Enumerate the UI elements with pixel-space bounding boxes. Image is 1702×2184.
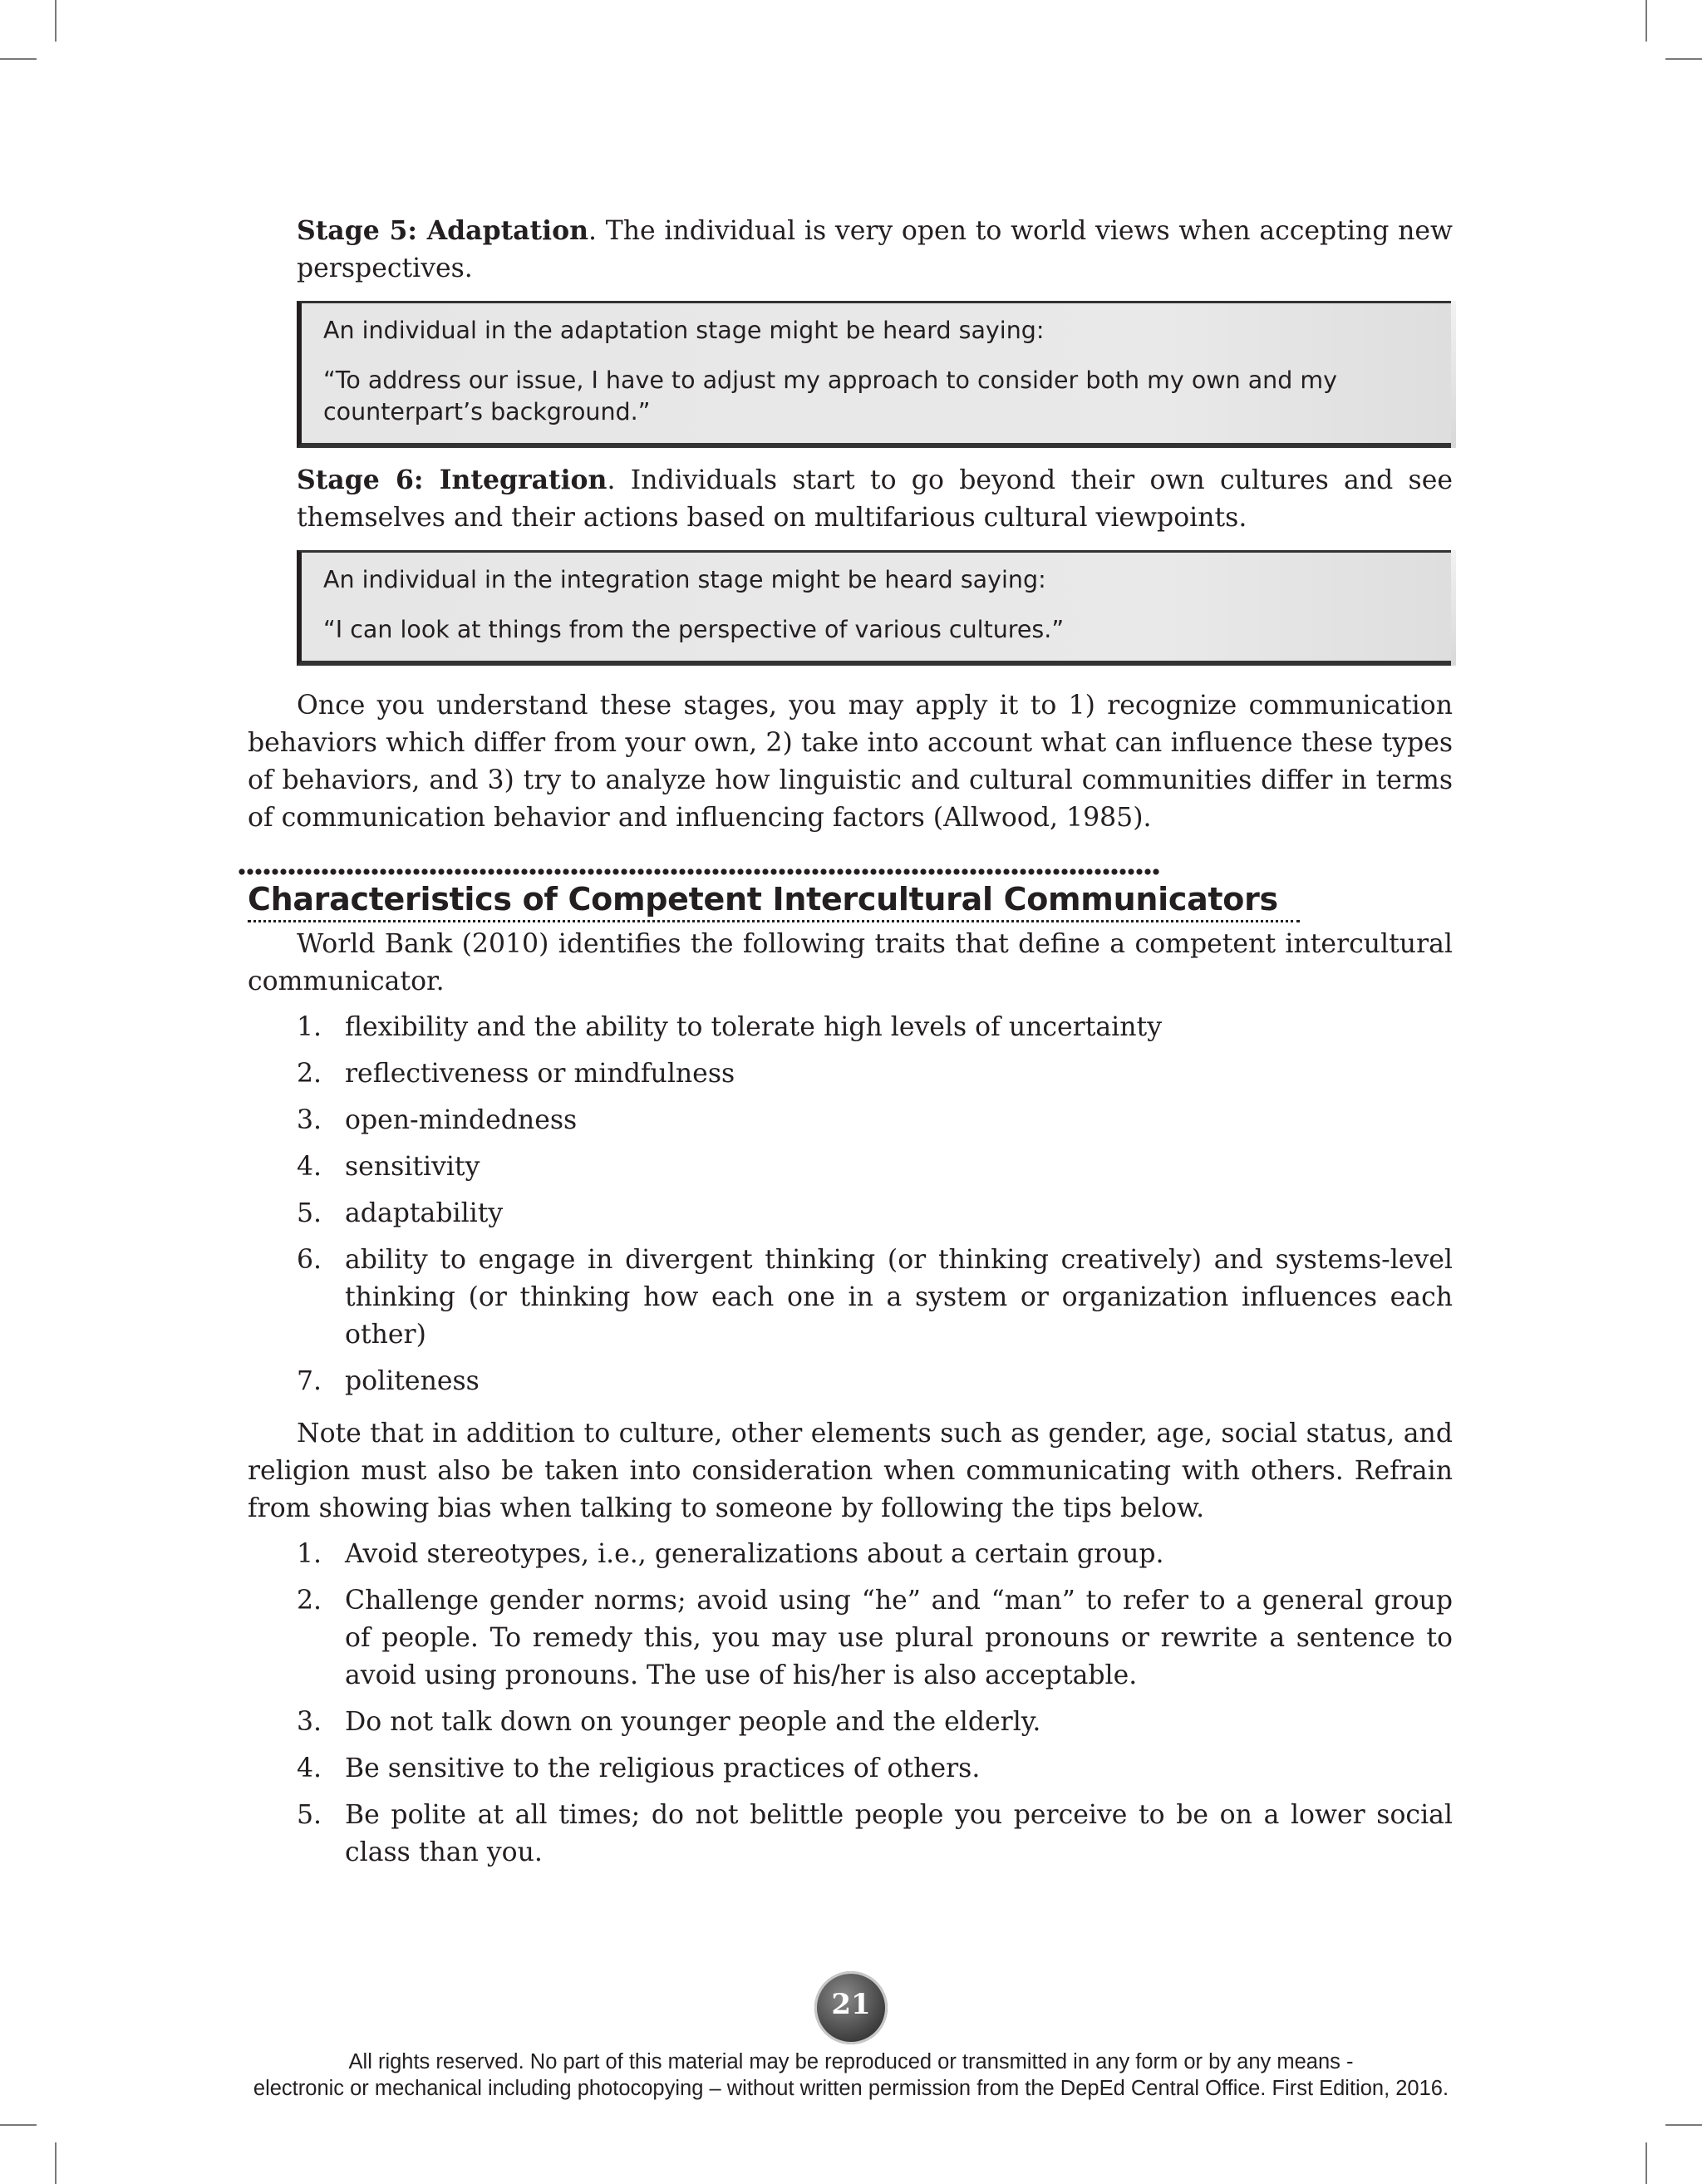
stage-6-text: . Individuals start to go beyond their own cultures and see themselves and their actions based on multifarious cultural viewpoints.	[297, 465, 1453, 533]
list-item: 4. Be sensitive to the religious practices of others.	[297, 1754, 981, 1783]
list-item: 1. Avoid stereotypes, i.e., generalizations about a certain group.	[297, 1539, 1164, 1569]
list-item: 3. Do not talk down on younger people and the elderly.	[297, 1707, 1041, 1737]
section-heading-block	[248, 868, 1453, 922]
list-item: 6. ability to engage in divergent thinking (or thinking creatively) and systems-level thinking (or thinking how each one in a system or organization influences each other)	[297, 1245, 1453, 1350]
list-item: 1. flexibility and the ability to tolerate high levels of uncertainty	[297, 1012, 1162, 1042]
stage-5-label: Stage 5: Adaptation	[297, 215, 588, 246]
section-heading: Characteristics of Competent Intercultural Communicators	[248, 878, 1300, 922]
quote-saying: “I can look at things from the perspective of various cultures.”	[323, 616, 1065, 643]
footer-line-1: All rights reserved. No part of this material may be reproduced or transmitted in any form or by any means -	[348, 2050, 1354, 2073]
crop-mark	[1645, 2142, 1647, 2184]
bias-paragraph: Note that in addition to culture, other elements such as gender, age, social status, and religion must also be taken into consideration when communicating with others. Refrain from showing bias when talking to someone by following the tips below.	[248, 1419, 1453, 1523]
crop-mark	[55, 0, 57, 42]
quote-saying: “To address our issue, I have to adjust my approach to consider both my own and my counterpart’s background.”	[323, 366, 1338, 425]
list-item: 5. Be polite at all times; do not belittle people you perceive to be on a lower social class than you.	[297, 1800, 1453, 1867]
list-item: 3. open-mindedness	[297, 1105, 578, 1135]
list-item: 7. politeness	[297, 1366, 480, 1396]
crop-mark	[1645, 0, 1647, 42]
crop-mark	[1665, 2124, 1702, 2126]
list-item: 2. Challenge gender norms; avoid using “he” and “man” to refer to a general group of people. To remedy this, you may use plural pronouns or rewrite a sentence to avoid using pronouns. The use of his/her is also acceptable.	[297, 1586, 1453, 1690]
footer-line-2: electronic or mechanical including photocopying – without written permission from the DepEd Central Office. First Edition, 2016.	[253, 2077, 1449, 2100]
list-item: 5. adaptability	[297, 1198, 504, 1228]
crop-mark	[0, 2124, 37, 2126]
traits-list	[248, 1009, 1453, 1400]
crop-mark	[55, 2142, 57, 2184]
traits-intro-paragraph: World Bank (2010) identifies the following traits that define a competent intercultural communicator.	[248, 929, 1453, 996]
integration-quote-box	[297, 550, 1453, 666]
stage-6-label: Stage 6: Integration	[297, 465, 608, 495]
quote-intro: An individual in the integration stage might be heard saying:	[323, 566, 1046, 593]
stage-6-paragraph	[297, 461, 1453, 537]
quote-intro: An individual in the adaptation stage might be heard saying:	[323, 317, 1045, 344]
adaptation-quote-box	[297, 301, 1453, 448]
stage-5-text: . The individual is very open to world views when accepting new perspectives.	[297, 216, 1454, 283]
tips-list	[248, 1536, 1453, 1872]
page-content	[248, 212, 1453, 1881]
copyright-footer	[0, 2049, 1702, 2102]
list-item: 2. reflectiveness or mindfulness	[297, 1059, 735, 1089]
dotted-rule	[238, 868, 1160, 875]
list-item: 4. sensitivity	[297, 1152, 480, 1182]
page-number-badge	[814, 1971, 888, 2044]
stages-application-paragraph: Once you understand these stages, you may apply it to 1) recognize communication behaviors which differ from your own, 2) take into account what can influence these types of behaviors, and 3) try to analyze how linguistic and cultural communities differ in terms of communication behavior and influencing factors (Allwood, 1985).	[248, 691, 1453, 833]
page-number: 21	[831, 1988, 871, 2021]
crop-mark	[0, 58, 37, 60]
stage-5-paragraph	[297, 212, 1453, 288]
crop-mark	[1665, 58, 1702, 60]
